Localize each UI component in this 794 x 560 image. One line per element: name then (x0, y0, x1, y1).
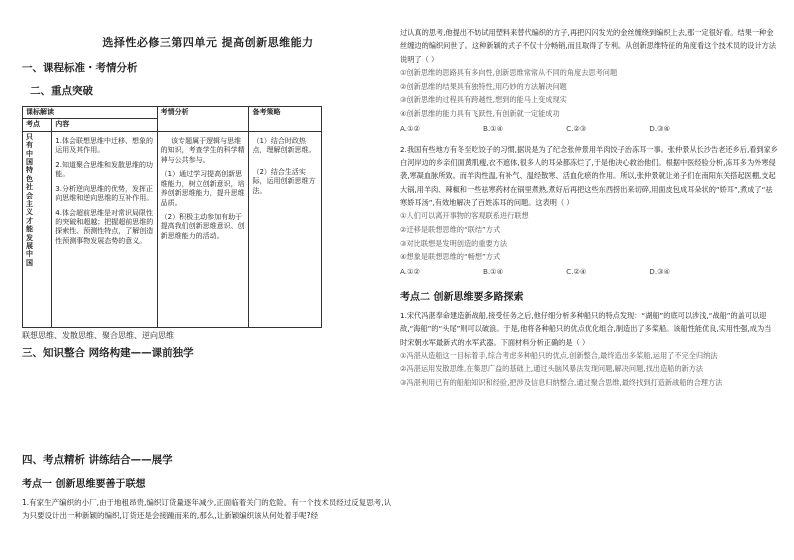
table-header-standard: 课标解读 (23, 107, 158, 119)
blank-space (22, 368, 394, 448)
q3-option-1: ①冯湛从造船这一目标着手,综合考虑多种船只的优点,创新整合,最终造出多桨船,运用了不完全归纳法 (400, 350, 718, 360)
strategy-item-1: （1）结合时政热点，理解创新思维。 (252, 136, 316, 155)
q1-choice-d[interactable]: D.③④ (649, 123, 670, 133)
q3-option-3: ③冯湛利用已有的船舶知识和经验,把涉及信息归纳整合,通过聚合思维,最终找到打造新战船的合理方法 (400, 378, 723, 388)
q1-choice-b[interactable]: B.①④ (482, 123, 504, 133)
question-1-stem: 1.有家生产编织的小厂,由于地租昂贵,编织订货量逐年减少,正面临着关门的危险。有一个技术员经过反复思考,认为只要设计出一种新颖的编织,订货还是会接踵而来的,那么,让新颖编织该从何处着手呢?经 (22, 497, 392, 520)
q2-choice-b[interactable]: B.①④ (482, 266, 504, 276)
left-page (22, 28, 394, 522)
analysis-item-1: 该专题属于逻辑与思维的知识，考查学生的科学精神与公共参与。 (160, 136, 245, 164)
analysis-item-3: （2）积极主动参加有助于提高我们创新思维意识、创新思维能力的活动。 (160, 212, 245, 240)
table-header-strategy: 备考策略 (249, 107, 322, 132)
table-analysis-cell (157, 131, 249, 327)
q2-option-1: ①人们可以离开事物的客观联系进行联想 (400, 211, 529, 221)
question-2-stem: 2.我国有些地方有冬至吃饺子的习惯,据说是为了纪念张仲景用羊肉饺子治冻耳一事。张仲景从长沙告老还乡后,看到家乡白河岸边的乡亲们面黄肌瘦,衣不遮体,很多人的耳朵都冻烂了,于是他决心救治他们。根据中医经验分析,冻耳多为外寒侵袭,寒凝血脉所致。而羊肉性温,有补气、温经散寒、活血化瘀的作用。所以,张仲景就让弟子们在南阳东关搭起医棚,支起大锅,用羊肉、辣椒和一些祛寒药材在锅里煮熟,煮好后再把这些东西捞出来切碎,用面皮包成耳朵状的“娇耳”,煮成了“祛寒娇耳汤”,有效地解决了百姓冻耳的问题。这表明（ ） (400, 144, 778, 207)
q1-option-4: ④创新思维的能力具有飞跃性,有创新就一定能成功 (400, 108, 560, 118)
q1-choice-c[interactable]: C.②③ (566, 123, 587, 133)
analysis-item-2: （1）通过学习提高创新思维能力，树立创新意识，培养创新思维能力，提升思维品质。 (160, 170, 245, 207)
key-point-1-heading: 考点一 创新思维要善于联想 (22, 478, 146, 490)
content-item-4: 4.体会超前思维是对常识局限性的突破和超越；把握超前思维的探索性、预测性特点，了解创造性预测事物发展态势的意义。 (55, 208, 154, 245)
q1-choices (400, 124, 670, 133)
q2-option-2: ②迁移是联想思维的“联结”方式 (400, 224, 501, 234)
table-vertical-label-cell (23, 131, 52, 327)
question-3-stem: 1.宋代冯湛奉命建造新战船,接受任务之后,他仔细分析多种船只的特点发现：“湖船”的底可以涉浅,“战船”的盖可以迎敌,“海船”的“头尾”则可以破浪。于是,他将各种船只的优点优化组合,制造出了多桨船。该船性能优良,实用性强,成为当时宋朝水军最新式的水军武器。下面材料分析正确的是（ ） (400, 310, 772, 347)
table-content-cell (52, 131, 157, 327)
q2-choice-d[interactable]: D.③④ (649, 266, 670, 276)
content-item-2: 2.知道聚合思维和发散思维的功能。 (55, 160, 153, 179)
q3-option-2: ②冯湛运用发散思维,在集思广益的基础上,通过头脑风暴法发现问题,解决问题,找出造船的新方法 (400, 364, 704, 374)
question-1-stem-continued: 过认真的思考,他提出不妨试用塑料来替代编织的方子,再把闪闪发光的金丝缠绕到编织上去,那一定很好看。结果一种金丝缠边的编织问世了。这种新颖的式子不仅十分畅销,而且取得了专利。从创新思维特征的角度看这个技术员的设计方法说明了（ ） (400, 28, 777, 64)
section-heading-3: 三、知识整合 网络构建——课前独学 (22, 346, 194, 359)
vertical-label: 只有中国特色社会主义才能发展中国 (26, 132, 33, 267)
section-heading-2: 二、重点突破 (30, 85, 93, 97)
q1-choice-a[interactable]: A.①② (400, 123, 420, 133)
knowledge-keywords: 联想思维、发散思维、聚合思维、逆向思维 (22, 330, 174, 340)
strategy-item-2: （2）结合生活实际，运用创新思维方法。 (252, 167, 316, 195)
q2-choices (400, 267, 670, 276)
q2-choice-a[interactable]: A.①② (400, 266, 420, 276)
table-strategy-cell (249, 131, 322, 327)
document-title: 选择性必修三第四单元 提高创新思维能力 (102, 36, 314, 49)
q1-option-1: ①创新思维的思路具有多向性,创新思维常常从不同的角度去思考问题 (400, 67, 618, 77)
section-heading-4: 四、考点精析 讲练结合——展学 (22, 453, 173, 466)
table-subheader-content: 内容 (52, 119, 157, 131)
q2-option-3: ③对比联想是发明创造的重要方法 (400, 238, 508, 248)
section-heading-1: 一、课程标准・考情分析 (22, 62, 138, 74)
table-subheader-point: 考点 (23, 119, 52, 131)
q2-option-4: ④想象是联想思维的“畅想”方式 (400, 252, 501, 262)
q2-choice-c[interactable]: C.②④ (566, 266, 587, 276)
content-item-3: 3.分析逆向思维的优势，发挥正向思维和逆向思维的互补作用。 (55, 184, 154, 203)
key-point-2-heading: 考点二 创新思维要多路探索 (400, 291, 524, 303)
overview-table (22, 106, 322, 328)
content-item-1: 1.体会联想思维中迁移、想象的运用及其作用。 (55, 136, 153, 155)
q1-option-3: ③创新思维的过程具有跨越性,想到的能马上变成现实 (400, 95, 567, 105)
table-header-analysis: 考情分析 (157, 107, 249, 132)
q1-option-2: ②创新思维的结果具有独特性,用巧妙的方法解决问题 (400, 81, 567, 91)
right-page (400, 26, 778, 390)
